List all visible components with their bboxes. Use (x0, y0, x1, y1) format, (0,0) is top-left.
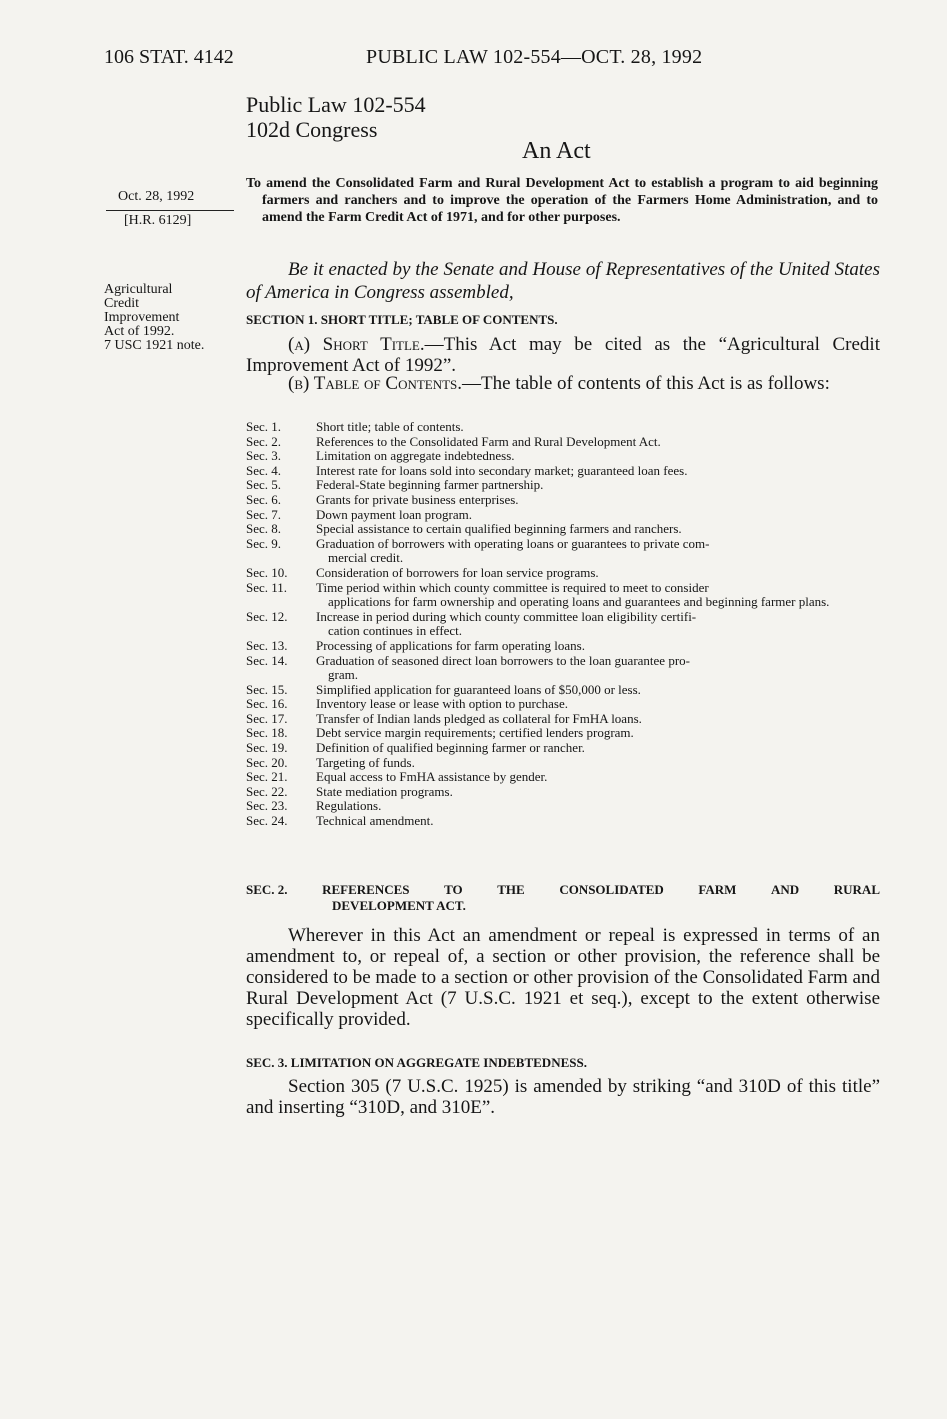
act-heading: An Act (522, 138, 591, 164)
subsection-b-label: (b) Table of Contents. (288, 373, 463, 394)
toc-entry-title (316, 581, 880, 610)
toc-entry (246, 464, 880, 479)
toc-entry-title (316, 741, 880, 756)
toc-entry-title-line: Regulations. (316, 798, 382, 814)
toc-entry-title-line: Federal-State beginning farmer partnership. (316, 477, 544, 493)
toc-entry (246, 435, 880, 450)
toc-entry-title (316, 639, 880, 654)
toc-entry-title-line: Grants for private business enterprises. (316, 491, 519, 507)
toc-entry (246, 799, 880, 814)
act-purpose (246, 175, 878, 226)
toc-entry-number: Sec. 11. (246, 579, 288, 595)
subsection-a-label: (a) Short Title. (288, 334, 425, 355)
toc-entry-title (316, 493, 880, 508)
toc-entry (246, 566, 880, 581)
subsection-a-text: —This Act may be cited as the “Agricultural Credit Improvement Act of 1992”. (246, 334, 880, 376)
toc-entry-title (316, 508, 880, 523)
toc-entry-number: Sec. 23. (246, 798, 288, 814)
toc-entry-title-line: Targeting of funds. (316, 754, 415, 770)
toc-entry-title-line: Graduation of borrowers with operating loans or guarantees to private com- (316, 535, 710, 551)
toc-entry-number: Sec. 19. (246, 740, 288, 756)
section-2-heading-word: THE (497, 882, 525, 897)
toc-entry-title-line: Limitation on aggregate indebtedness. (316, 448, 515, 464)
section-2-body: Wherever in this Act an amendment or repeal is expressed in terms of an amendment to, or repeal of, a section or other provision, the reference shall be considered to be made to a section or other provision of the Consolidated Farm and Rural Development Act (7 U.S.C. 1921 et seq.), except to the extent otherwise specifically provided. (246, 925, 880, 1030)
toc-entry (246, 785, 880, 800)
toc-entry-number: Sec. 8. (246, 521, 282, 537)
toc-entry-title (316, 697, 880, 712)
toc-entry (246, 493, 880, 508)
toc-entry-title-line: References to the Consolidated Farm and Rural Development Act. (316, 433, 661, 449)
toc-entry (246, 478, 880, 493)
toc-entry-number: Sec. 18. (246, 725, 288, 741)
margin-note-line: Agricultural (104, 282, 173, 297)
toc-entry-number: Sec. 7. (246, 506, 282, 522)
toc-entry-title (316, 799, 880, 814)
margin-note (104, 283, 244, 353)
section-3-body: Section 305 (7 U.S.C. 1925) is amended by striking “and 310D of this title” and inserting “310D, and 310E”. (246, 1076, 880, 1118)
section-2-heading (246, 882, 880, 914)
toc-entry-title-line: Definition of qualified beginning farmer or rancher. (316, 740, 585, 756)
toc-entry (246, 449, 880, 464)
toc-entry-title-line: Down payment loan program. (316, 506, 472, 522)
toc-entry (246, 756, 880, 771)
section-2-heading-word: TO (444, 882, 463, 897)
section-2-heading-word: RURAL (833, 882, 880, 897)
purpose-text: To amend the Consolidated Farm and Rural Development Act to establish a program to aid beginning farmers and ranchers and to improve the operation of the Farmers Home Administration, and to amend the Farm Credit Act of 1971, and for other purposes. (246, 176, 878, 225)
section-3-heading: SEC. 3. LIMITATION ON AGGREGATE INDEBTEDNESS. (246, 1055, 587, 1070)
toc-entry-title-line: Special assistance to certain qualified beginning farmers and ranchers. (316, 521, 682, 537)
toc-entry-title (316, 726, 880, 741)
toc-entry-title (316, 464, 880, 479)
table-of-contents (246, 420, 880, 829)
toc-entry-number: Sec. 5. (246, 477, 282, 493)
toc-entry-title-line: State mediation programs. (316, 783, 453, 799)
toc-entry-title-line: Consideration of borrowers for loan service programs. (316, 564, 599, 580)
toc-entry-number: Sec. 13. (246, 637, 288, 653)
toc-entry-title (316, 537, 880, 566)
toc-entry-title (316, 712, 880, 727)
toc-entry-title-continuation: applications for farm ownership and operating loans and guarantees and beginning farmer plans. (328, 594, 830, 610)
toc-entry-number: Sec. 21. (246, 769, 288, 785)
toc-entry-number: Sec. 12. (246, 608, 288, 624)
toc-entry-number: Sec. 1. (246, 419, 282, 434)
toc-entry-title-line: Inventory lease or lease with option to purchase. (316, 696, 568, 712)
margin-note-line: Credit (104, 296, 139, 311)
toc-entry (246, 697, 880, 712)
section-2-heading-word: SEC. 2. (246, 882, 288, 897)
toc-entry-title-line: Graduation of seasoned direct loan borrowers to the loan guarantee pro- (316, 652, 690, 668)
toc-entry-title (316, 435, 880, 450)
toc-entry-title-line: Technical amendment. (316, 813, 434, 829)
margin-date: Oct. 28, 1992 (118, 189, 195, 204)
congress-label: 102d Congress (246, 117, 378, 142)
toc-entry-title (316, 654, 880, 683)
toc-entry (246, 712, 880, 727)
section-1-subsection-b (246, 373, 880, 394)
toc-entry-title (316, 420, 880, 435)
toc-entry-title-continuation: cation continues in effect. (328, 623, 463, 639)
enacting-clause: Be it enacted by the Senate and House of Representatives of the United States of America in Congress assembled, (246, 259, 880, 303)
section-2-heading-word: REFERENCES (322, 882, 410, 897)
toc-entry-title (316, 566, 880, 581)
toc-entry-title (316, 756, 880, 771)
section-2-heading-line-2: DEVELOPMENT ACT. (332, 898, 466, 913)
section-2-heading-word: CONSOLIDATED (559, 882, 664, 897)
law-title-block (246, 92, 426, 142)
section-2-heading-word: AND (771, 882, 800, 897)
margin-note-line: 7 USC 1921 note. (104, 338, 205, 353)
toc-entry-title (316, 814, 880, 829)
toc-entry-title-continuation: mercial credit. (328, 550, 404, 566)
toc-entry-number: Sec. 10. (246, 564, 288, 580)
toc-entry-title (316, 770, 880, 785)
public-law-number: Public Law 102-554 (246, 92, 426, 117)
toc-entry-title (316, 522, 880, 537)
toc-entry-number: Sec. 9. (246, 535, 282, 551)
toc-entry-number: Sec. 15. (246, 681, 288, 697)
toc-entry-number: Sec. 17. (246, 710, 288, 726)
toc-entry-number: Sec. 6. (246, 491, 282, 507)
toc-entry (246, 537, 880, 566)
margin-bill-number: [H.R. 6129] (124, 213, 192, 228)
margin-divider (106, 210, 234, 211)
toc-entry-title (316, 683, 880, 698)
toc-entry-number: Sec. 16. (246, 696, 288, 712)
toc-entry (246, 683, 880, 698)
toc-entry-title (316, 478, 880, 493)
toc-entry-number: Sec. 3. (246, 448, 282, 464)
toc-entry-number: Sec. 14. (246, 652, 288, 668)
toc-entry (246, 522, 880, 537)
toc-entry-title-line: Debt service margin requirements; certified lenders program. (316, 725, 634, 741)
toc-entry (246, 420, 880, 435)
toc-entry-title-line: Equal access to FmHA assistance by gender. (316, 769, 548, 785)
toc-entry-number: Sec. 24. (246, 813, 288, 829)
toc-entry-title-line: Processing of applications for farm operating loans. (316, 637, 585, 653)
running-header: PUBLIC LAW 102-554—OCT. 28, 1992 (366, 46, 703, 68)
toc-entry-number: Sec. 2. (246, 433, 282, 449)
toc-entry-title-line: Transfer of Indian lands pledged as collateral for FmHA loans. (316, 710, 642, 726)
toc-entry-number: Sec. 22. (246, 783, 288, 799)
toc-entry-number: Sec. 4. (246, 462, 282, 478)
toc-entry (246, 726, 880, 741)
toc-entry (246, 741, 880, 756)
toc-entry-number: Sec. 20. (246, 754, 288, 770)
toc-entry-title-line: Simplified application for guaranteed loans of $50,000 or less. (316, 681, 641, 697)
margin-note-line: Improvement (104, 310, 180, 325)
toc-entry (246, 581, 880, 610)
toc-entry-title-line: Increase in period during which county committee loan eligibility certifi- (316, 608, 697, 624)
toc-entry-title-line: Time period within which county committee is required to meet to consider (316, 579, 709, 595)
toc-entry-title (316, 449, 880, 464)
toc-entry-title (316, 785, 880, 800)
toc-entry (246, 814, 880, 829)
toc-entry (246, 639, 880, 654)
margin-note-line: Act of 1992. (104, 324, 175, 339)
toc-entry (246, 508, 880, 523)
section-1-heading: SECTION 1. SHORT TITLE; TABLE OF CONTENTS. (246, 312, 558, 327)
page-stat-number: 106 STAT. 4142 (104, 46, 234, 68)
toc-entry-title-line: Interest rate for loans sold into secondary market; guaranteed loan fees. (316, 462, 688, 478)
toc-entry (246, 610, 880, 639)
section-2-heading-word: FARM (698, 882, 737, 897)
toc-entry (246, 654, 880, 683)
section-1-subsection-a (246, 334, 880, 376)
section-2-heading-line-1 (246, 882, 880, 898)
subsection-b-text: —The table of contents of this Act is as follows: (462, 373, 830, 394)
toc-entry (246, 770, 880, 785)
toc-entry-title (316, 610, 880, 639)
toc-entry-title-continuation: gram. (328, 667, 358, 683)
toc-entry-title-line: Short title; table of contents. (316, 419, 464, 434)
